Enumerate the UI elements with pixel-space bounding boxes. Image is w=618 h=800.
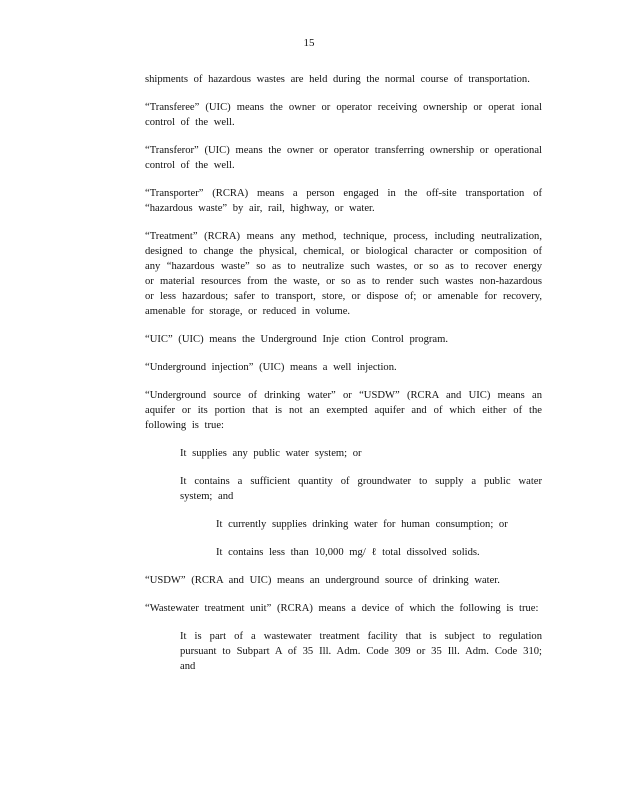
definition-transporter: “Transporter” (RCRA) means a person engaged in the off-site transportation of “hazardous waste” by air, rail, highway, or water. <box>145 188 542 214</box>
definition-treatment: “Treatment” (RCRA) means any method, technique, process, including neutralization, designed to change the physical, chemical, or biological character or composition of any “hazardous waste” so as to neutralize such wastes, or so as to recover energy or material resources from the waste, or so as to render such wastes non-hazardous or less hazardous; safer to transport, store, or dispose of; or amenable for recovery, amenable for storage, or reduced in volume. <box>145 231 542 317</box>
definition-uic: “UIC” (UIC) means the Underground Inje ction Control program. <box>145 334 448 345</box>
document-body <box>145 72 542 687</box>
list-item-wastewater-facility: It is part of a wastewater treatment facility that is subject to regulation pursuant to Subpart A of 35 Ill. Adm. Code 309 or 35 Ill. Adm. Code 310; and <box>180 631 542 672</box>
definition-underground-injection: “Underground injection” (UIC) means a well injection. <box>145 362 397 373</box>
sublist-item-dissolved-solids: It contains less than 10,000 mg/ ℓ total dissolved solids. <box>216 547 480 558</box>
definition-transferee: “Transferee” (UIC) means the owner or operator receiving ownership or operat ional control of the well. <box>145 102 542 128</box>
sublist-item-currently-supplies: It currently supplies drinking water for human consumption; or <box>216 519 508 530</box>
definition-underground-source: “Underground source of drinking water” or “USDW” (RCRA and UIC) means an aquifer or its portion that is not an exempted aquifer and of which either of the following is true: <box>145 390 542 431</box>
definition-wastewater-treatment-unit: “Wastewater treatment unit” (RCRA) means a device of which the following is true: <box>145 603 539 614</box>
page-number: 15 <box>303 37 315 49</box>
paragraph-shipments: shipments of hazardous wastes are held during the normal course of transportation. <box>145 74 530 85</box>
list-item-public-water-system: It supplies any public water system; or <box>180 448 362 459</box>
definition-usdw: “USDW” (RCRA and UIC) means an underground source of drinking water. <box>145 575 500 586</box>
list-item-sufficient-groundwater: It contains a sufficient quantity of groundwater to supply a public water system; and <box>180 476 542 502</box>
definition-transferor: “Transferor” (UIC) means the owner or operator transferring ownership or operational control of the well. <box>145 145 542 171</box>
